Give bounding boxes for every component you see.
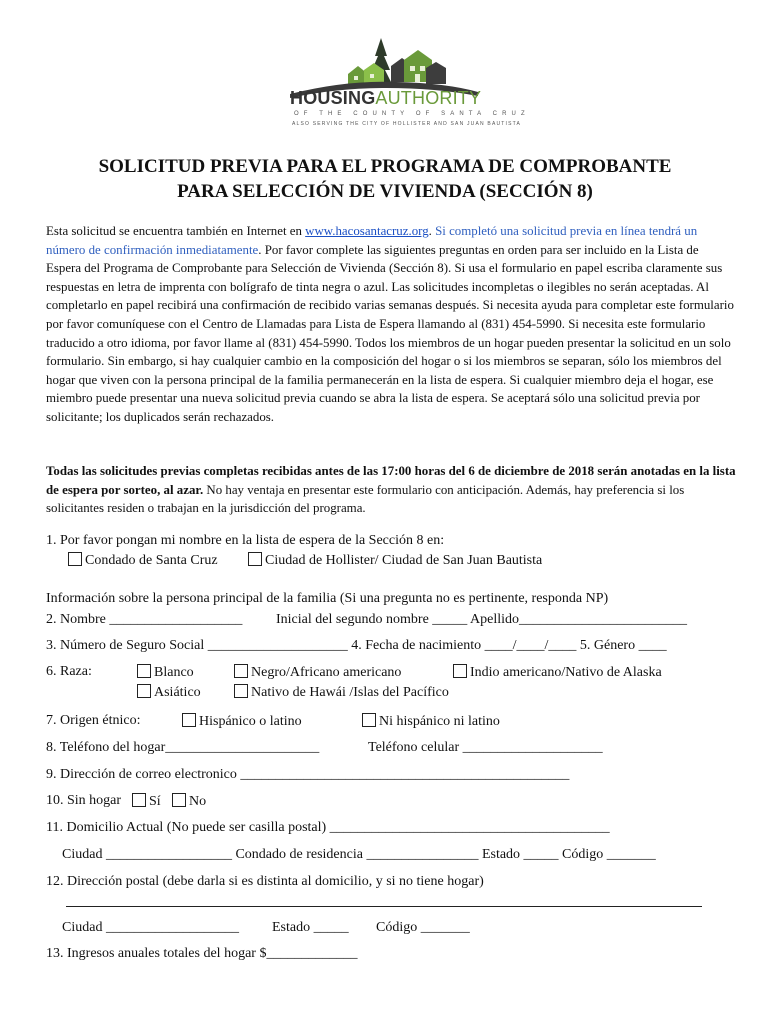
brand-subtitle-2: ALSO SERVING THE CITY OF HOLLISTER AND SAN JUAN BAUTISTA (292, 121, 522, 127)
homeless-no[interactable] (172, 793, 206, 810)
intro-paragraph (46, 222, 736, 427)
checkbox-not-hispanic[interactable] (362, 713, 376, 727)
home-phone-field[interactable]: 8. Teléfono del hogar______________________ (46, 740, 320, 755)
question-1: 1. Por favor pongan mi nombre en la lista de espera de la Sección 8 en: (46, 533, 445, 548)
homeless-label: 10. Sin hogar (46, 793, 122, 808)
checkbox-homeless-no[interactable] (172, 793, 186, 807)
page-title-line2: PARA SELECCIÓN DE VIVIENDA (SECCIÓN 8) (177, 181, 593, 202)
race-native-american[interactable] (453, 664, 662, 681)
intro-text-2: . (428, 224, 436, 238)
brand-subtitle: OF THE COUNTY OF SANTA CRUZ (294, 111, 530, 117)
email-field[interactable]: 9. Dirección de correo electronico _______________________________________________ (46, 767, 570, 782)
race-white-label: Blanco (154, 665, 194, 680)
current-city-county-state-zip-field[interactable]: Ciudad __________________ Condado de residencia ________________ Estado _____ Código _______ (62, 847, 656, 862)
checkbox-white[interactable] (137, 664, 151, 678)
ethnicity-hispanic[interactable] (182, 713, 302, 730)
online-confirmation-note: Si completó una solicitud previa en línea tendrá un número de confirmación inmediatamente (46, 224, 698, 257)
household-info-header: Información sobre la persona principal de la familia (Si una pregunta no es pertinente, responda NP) (46, 591, 609, 606)
page-title-line1: SOLICITUD PREVIA PARA EL PROGRAMA DE COMPROBANTE (98, 156, 672, 177)
intro-text-1: Esta solicitud se encuentra también en Internet en (46, 224, 306, 238)
intro-text-3: . Por favor complete las siguientes preguntas en orden para ser incluido en la Lista de Espera del Programa de Comprobante para Selección de Vivienda (Sección 8). Si usa el formulario en papel escriba claramente sus respuestas en letra de imprenta con bolígrafo de tinta negra o azul. Las solicitudes incompletas o ilegibles no serán aceptadas. Al completarlo en papel recibirá una confirmación de recibido varias semanas después. Si necesita ayuda para completar este formulario por favor comuníquese con el Centro de Llamadas para Lista de Espera llamando al (831) 454-5990. Si necesita este formulario traducido a otro idioma, por favor llame al (831) 454-5990. Todos los miembros de un hogar pueden presentar la solicitud en un solo formulario. Sin embargo, si hay cualquier cambio en la composición del hogar o si los miembros se separan, sólo los miembros del hogar que viven con la persona principal de la familia permanecerán en la lista de espera. Si cualquier miembro deja el hogar, ese miembro puede presentar una nueva solicitud previa cuando se abra la lista de espera. Se aceptará sólo una solicitud previa por solicitante; los duplicados serán rechazados. (46, 242, 734, 424)
ethnicity-label: 7. Origen étnico: (46, 713, 141, 728)
checkbox-hispanic[interactable] (182, 713, 196, 727)
mailing-zip-field[interactable]: Código _______ (376, 920, 470, 935)
race-asian[interactable] (137, 684, 201, 701)
ethnicity-not-hispanic-label: Ni hispánico ni latino (379, 714, 500, 729)
annual-income-field[interactable]: 13. Ingresos anuales totales del hogar $_____________ (46, 946, 358, 961)
ssn-dob-gender-field[interactable]: 3. Número de Seguro Social ____________________ 4. Fecha de nacimiento ____/____/____ 5. Género ____ (46, 638, 667, 653)
homeless-yes[interactable] (132, 793, 161, 810)
cell-phone-field[interactable]: Teléfono celular ____________________ (368, 740, 603, 755)
brand-name (290, 88, 481, 109)
mailing-address-label: 12. Dirección postal (debe darla si es distinta al domicilio, y si no tiene hogar) (46, 874, 484, 889)
race-native-american-label: Indio americano/Nativo de Alaska (470, 665, 662, 680)
current-address-field[interactable]: 11. Domicilio Actual (No puede ser casilla postal) ________________________________________ (46, 820, 610, 835)
deadline-notice-bold: Todas las solicitudes previas completas recibidas antes de las 17:00 horas del 6 de diciembre de 2018 serán anotadas en la lista de espera por sorteo, al azar. (46, 464, 736, 497)
name-field[interactable]: 2. Nombre ___________________ (46, 612, 243, 627)
checkbox-santa-cruz[interactable] (68, 552, 82, 566)
mailing-city-field[interactable]: Ciudad ___________________ (62, 920, 239, 935)
race-black-label: Negro/Africano americano (251, 665, 402, 680)
race-asian-label: Asiático (154, 685, 201, 700)
checkbox-hollister[interactable] (248, 552, 262, 566)
ethnicity-not-hispanic[interactable] (362, 713, 500, 730)
race-pacific-islander-label: Nativo de Hawái /Islas del Pacífico (251, 685, 449, 700)
housing-authority-logo (286, 36, 482, 132)
middle-initial-lastname-field[interactable]: Inicial del segundo nombre _____ Apellido________________________ (276, 612, 688, 627)
homeless-yes-label: Sí (149, 794, 161, 809)
checkbox-native-american[interactable] (453, 664, 467, 678)
race-pacific-islander[interactable] (234, 684, 449, 701)
homeless-no-label: No (189, 794, 207, 809)
website-link[interactable]: www.hacosantacruz.org (305, 224, 429, 238)
deadline-notice (46, 462, 736, 518)
race-label: 6. Raza: (46, 664, 92, 679)
checkbox-asian[interactable] (137, 684, 151, 698)
option-hollister[interactable] (248, 552, 542, 569)
mailing-address-line[interactable] (66, 906, 702, 907)
race-black[interactable] (234, 664, 401, 681)
brand-authority: AUTHORITY (375, 88, 482, 108)
brand-housing: HOUSING (290, 88, 376, 108)
checkbox-pacific-islander[interactable] (234, 684, 248, 698)
mailing-state-field[interactable]: Estado _____ (272, 920, 349, 935)
checkbox-black[interactable] (234, 664, 248, 678)
checkbox-homeless-yes[interactable] (132, 793, 146, 807)
race-white[interactable] (137, 664, 194, 681)
option-santa-cruz[interactable] (68, 552, 218, 569)
deadline-notice-text: No hay ventaja en presentar este formulario con anticipación. Además, hay preferencia si los solicitantes residen o trabajan en la jurisdicción del programa. (46, 482, 685, 516)
ethnicity-hispanic-label: Hispánico o latino (199, 714, 302, 729)
option-hollister-label: Ciudad de Hollister/ Ciudad de San Juan Bautista (265, 553, 543, 568)
option-santa-cruz-label: Condado de Santa Cruz (85, 553, 218, 568)
